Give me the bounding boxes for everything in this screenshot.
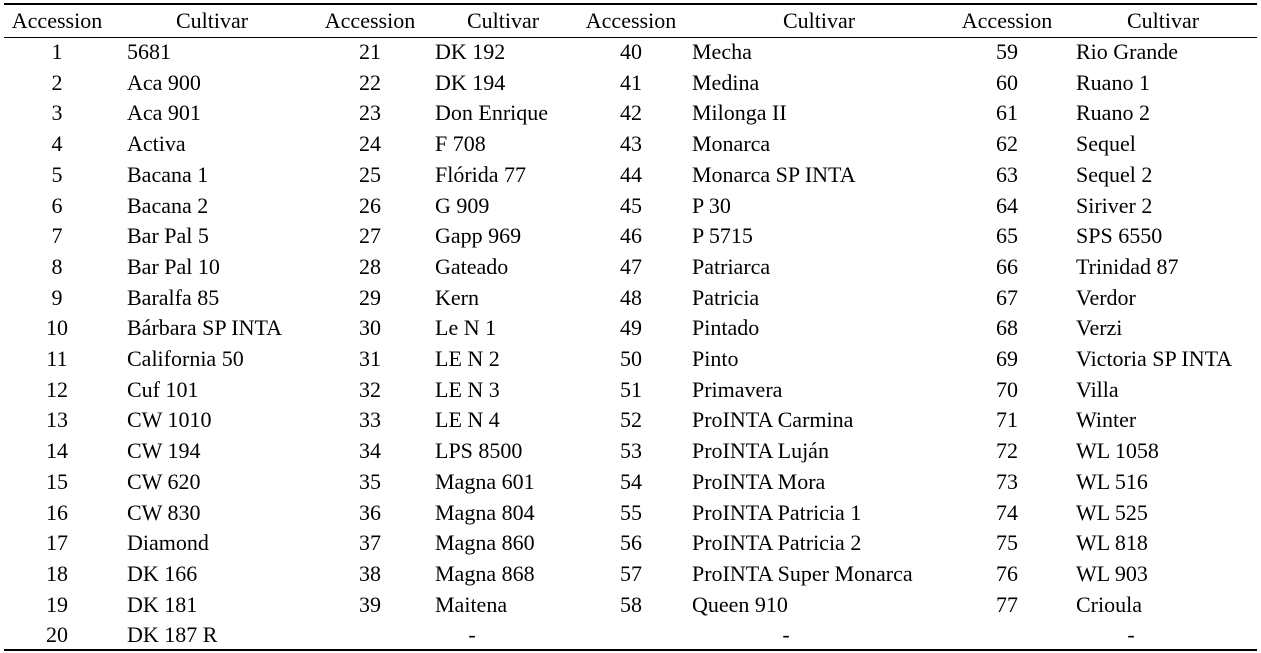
- accession-cell: 31: [359, 346, 381, 371]
- accession-cell: 34: [359, 438, 381, 464]
- accession-cell: 1: [51, 39, 63, 64]
- table-top-rule: [4, 3, 1257, 5]
- accession-cell: 27: [359, 223, 381, 249]
- accession-cell: 7: [51, 223, 63, 249]
- cultivar-cell: DK 187 R: [127, 622, 218, 648]
- accession-cell: 20: [46, 622, 68, 648]
- cultivar-cell: ProINTA Mora: [692, 468, 826, 494]
- cultivar-cell: Magna 804: [435, 499, 535, 525]
- cultivar-cell: ProINTA Patricia 2: [692, 530, 862, 556]
- cultivar-cell: Patriarca: [692, 253, 771, 279]
- table-row: [0, 467, 1261, 498]
- accession-cell: 39: [359, 591, 381, 617]
- table-row: [0, 313, 1261, 344]
- table-row: [0, 620, 1261, 651]
- cultivar-cell: Bárbara SP INTA: [127, 315, 283, 341]
- accession-cell: 19: [46, 591, 68, 617]
- cultivar-cell: CW 830: [127, 499, 201, 525]
- accession-cell: 77: [996, 591, 1018, 617]
- cultivar-cell: LE N 2: [435, 346, 500, 371]
- accession-cell: 5: [51, 161, 63, 187]
- cultivar-cell: Magna 601: [435, 468, 535, 494]
- cultivar-cell: Ruano 2: [1076, 100, 1150, 126]
- cultivar-cell: P 30: [692, 192, 731, 218]
- table-row: [0, 98, 1261, 129]
- cultivar-cell: Bacana 2: [127, 192, 209, 218]
- cultivar-cell: CW 620: [127, 468, 201, 494]
- accession-cell: 43: [620, 131, 642, 157]
- accession-cell: 41: [620, 69, 642, 95]
- table-row: [0, 375, 1261, 406]
- cultivar-cell: Aca 901: [127, 100, 201, 126]
- cultivar-cell: Crioula: [1076, 591, 1142, 617]
- accession-cell: 9: [51, 284, 63, 310]
- table-row: [0, 37, 1261, 68]
- accession-cell: 2: [51, 69, 63, 95]
- accession-cell: 57: [620, 560, 642, 586]
- table-row: [0, 283, 1261, 314]
- accession-cell: 8: [51, 253, 63, 279]
- accession-cell: 61: [996, 100, 1018, 126]
- cultivar-cell: Winter: [1076, 407, 1137, 433]
- cultivar-cell: Monarca: [692, 131, 771, 157]
- table-bottom-rule: [4, 649, 1257, 651]
- accession-cell: 68: [996, 315, 1018, 341]
- accession-cell: 30: [359, 315, 381, 341]
- cultivar-cell: Verdor: [1076, 284, 1136, 310]
- accession-cell: 40: [620, 39, 642, 64]
- accession-cell: 66: [996, 253, 1018, 279]
- cultivar-cell: Verzi: [1076, 315, 1123, 341]
- accession-cell: 38: [359, 560, 381, 586]
- empty-cell-dash: -: [1127, 622, 1135, 648]
- cultivar-cell: Sequel: [1076, 131, 1136, 157]
- accession-cell: 14: [46, 438, 68, 464]
- accession-cell: 67: [996, 284, 1018, 310]
- cultivar-cell: California 50: [127, 346, 244, 371]
- accession-cell: 28: [359, 253, 381, 279]
- accession-cell: 16: [46, 499, 68, 525]
- cultivar-cell: Don Enrique: [435, 100, 549, 126]
- accession-cell: 35: [359, 468, 381, 494]
- cultivar-cell: Gateado: [435, 253, 509, 279]
- accession-cell: 63: [996, 161, 1018, 187]
- cultivar-cell: DK 194: [435, 69, 506, 95]
- accession-cell: 73: [996, 468, 1018, 494]
- cultivar-cell: ProINTA Super Monarca: [692, 560, 913, 586]
- table-row: [0, 344, 1261, 375]
- cultivar-cell: Pintado: [692, 315, 760, 341]
- cultivar-cell: DK 181: [127, 591, 198, 617]
- accession-cell: 70: [996, 376, 1018, 402]
- accession-cell: 60: [996, 69, 1018, 95]
- table-row: [0, 405, 1261, 436]
- cultivar-cell: Milonga II: [692, 100, 787, 126]
- accession-cell: 24: [359, 131, 381, 157]
- accession-cell: 29: [359, 284, 381, 310]
- empty-cell-dash: -: [468, 622, 476, 648]
- accession-cell: 62: [996, 131, 1018, 157]
- accession-cell: 55: [620, 499, 642, 525]
- table-row: [0, 68, 1261, 99]
- accession-cell: 10: [46, 315, 68, 341]
- cultivar-cell: ProINTA Luján: [692, 438, 829, 464]
- accession-cell: 51: [620, 376, 642, 402]
- table-row: [0, 528, 1261, 559]
- cultivar-cell: Sequel 2: [1076, 161, 1153, 187]
- accession-cell: 17: [46, 530, 68, 556]
- accession-cell: 6: [51, 192, 63, 218]
- cultivar-cell: Le N 1: [435, 315, 497, 341]
- accession-cell: 13: [46, 407, 68, 433]
- accession-cell: 11: [46, 346, 68, 371]
- accession-cell: 23: [359, 100, 381, 126]
- cultivar-cell: Diamond: [127, 530, 209, 556]
- cultivar-cell: CW 1010: [127, 407, 212, 433]
- header-accession-3: Accession: [585, 8, 677, 33]
- cultivar-cell: Magna 860: [435, 530, 535, 556]
- cultivar-cell: Flórida 77: [435, 161, 527, 187]
- accession-cell: 74: [996, 499, 1018, 525]
- accession-cell: 25: [359, 161, 381, 187]
- table-row: [0, 221, 1261, 252]
- header-accession-2: Accession: [324, 8, 416, 33]
- accession-cell: 48: [620, 284, 642, 310]
- cultivar-cell: DK 192: [435, 39, 506, 64]
- accession-cell: 58: [620, 591, 642, 617]
- table-row: [0, 498, 1261, 529]
- cultivar-cell: Maitena: [435, 591, 508, 617]
- accession-cell: 15: [46, 468, 68, 494]
- cultivar-cell: Patricia: [692, 284, 760, 310]
- cultivar-cell: WL 525: [1076, 499, 1148, 525]
- cultivar-cell: Medina: [692, 69, 760, 95]
- accession-cell: 21: [359, 39, 381, 64]
- accession-cell: 3: [51, 100, 63, 126]
- cultivar-cell: Baralfa 85: [127, 284, 220, 310]
- header-accession-4: Accession: [961, 8, 1053, 33]
- header-accession-1: Accession: [11, 8, 103, 33]
- cultivar-cell: P 5715: [692, 223, 753, 249]
- accession-cell: 54: [620, 468, 642, 494]
- accession-cell: 4: [51, 131, 63, 157]
- cultivar-cell: ProINTA Patricia 1: [692, 499, 862, 525]
- cultivar-cell: CW 194: [127, 438, 201, 464]
- cultivar-cell: Rio Grande: [1076, 39, 1179, 64]
- cultivar-cell: Siriver 2: [1076, 192, 1153, 218]
- accession-cell: 65: [996, 223, 1018, 249]
- header-cultivar-1: Cultivar: [175, 8, 249, 33]
- cultivar-cell: Bar Pal 5: [127, 223, 209, 249]
- cultivar-cell: Aca 900: [127, 69, 201, 95]
- accession-cell: 44: [620, 161, 642, 187]
- cultivar-cell: WL 516: [1076, 468, 1148, 494]
- empty-cell-dash: -: [782, 622, 790, 648]
- cultivar-cell: Bar Pal 10: [127, 253, 220, 279]
- cultivar-cell: Victoria SP INTA: [1076, 346, 1233, 371]
- cultivar-cell: Magna 868: [435, 560, 535, 586]
- cultivar-cell: Ruano 1: [1076, 69, 1150, 95]
- accession-cell: 36: [359, 499, 381, 525]
- cultivar-cell: 5681: [127, 39, 171, 64]
- accession-cell: 33: [359, 407, 381, 433]
- accession-cell: 50: [620, 346, 642, 371]
- cultivar-cell: DK 166: [127, 560, 198, 586]
- accession-cell: 69: [996, 346, 1018, 371]
- accession-cell: 47: [620, 253, 642, 279]
- accession-cell: 18: [46, 560, 68, 586]
- cultivar-cell: Monarca SP INTA: [692, 161, 856, 187]
- accession-cell: 32: [359, 376, 381, 402]
- accession-cell: 26: [359, 192, 381, 218]
- cultivar-cell: Villa: [1076, 376, 1119, 402]
- accession-cell: 72: [996, 438, 1018, 464]
- accession-cell: 37: [359, 530, 381, 556]
- cultivar-cell: Activa: [127, 131, 186, 157]
- accession-cell: 71: [996, 407, 1018, 433]
- table-row: [0, 559, 1261, 590]
- cultivar-cell: G 909: [435, 192, 490, 218]
- accession-cell: 64: [996, 192, 1018, 218]
- cultivar-cell: SPS 6550: [1076, 223, 1163, 249]
- accession-cell: 42: [620, 100, 642, 126]
- accession-cell: 52: [620, 407, 642, 433]
- table-row: [0, 129, 1261, 160]
- cultivar-cell: WL 1058: [1076, 438, 1159, 464]
- table-row: [0, 590, 1261, 621]
- cultivar-cell: WL 903: [1076, 560, 1148, 586]
- accession-cell: 75: [996, 530, 1018, 556]
- header-cultivar-3: Cultivar: [782, 8, 856, 33]
- table-row: [0, 252, 1261, 283]
- cultivar-cell: Primavera: [692, 376, 783, 402]
- cultivar-cell: Mecha: [692, 39, 752, 64]
- table-header: [0, 6, 1261, 36]
- accession-cell: 46: [620, 223, 642, 249]
- cultivar-cell: Queen 910: [692, 591, 788, 617]
- header-cultivar-4: Cultivar: [1126, 8, 1200, 33]
- cultivar-cell: LPS 8500: [435, 438, 523, 464]
- accession-cell: 45: [620, 192, 642, 218]
- cultivar-cell: Gapp 969: [435, 223, 522, 249]
- cultivar-cell: Trinidad 87: [1076, 253, 1179, 279]
- cultivar-cell: Bacana 1: [127, 161, 209, 187]
- cultivar-cell: LE N 4: [435, 407, 500, 433]
- header-cultivar-2: Cultivar: [466, 8, 540, 33]
- cultivar-cell: LE N 3: [435, 376, 500, 402]
- table-row: [0, 436, 1261, 467]
- accession-cell: 12: [46, 376, 68, 402]
- table-row: [0, 191, 1261, 222]
- accession-cell: 22: [359, 69, 381, 95]
- accession-cell: 53: [620, 438, 642, 464]
- table-row: [0, 160, 1261, 191]
- accession-cell: 76: [996, 560, 1018, 586]
- accession-cell: 59: [996, 39, 1018, 64]
- cultivar-cell: F 708: [435, 131, 486, 157]
- accession-cell: 49: [620, 315, 642, 341]
- cultivar-cell: Pinto: [692, 346, 739, 371]
- cultivar-cell: Kern: [435, 284, 479, 310]
- accession-cell: 56: [620, 530, 642, 556]
- cultivar-cell: WL 818: [1076, 530, 1148, 556]
- cultivar-cell: ProINTA Carmina: [692, 407, 854, 433]
- cultivar-cell: Cuf 101: [127, 376, 199, 402]
